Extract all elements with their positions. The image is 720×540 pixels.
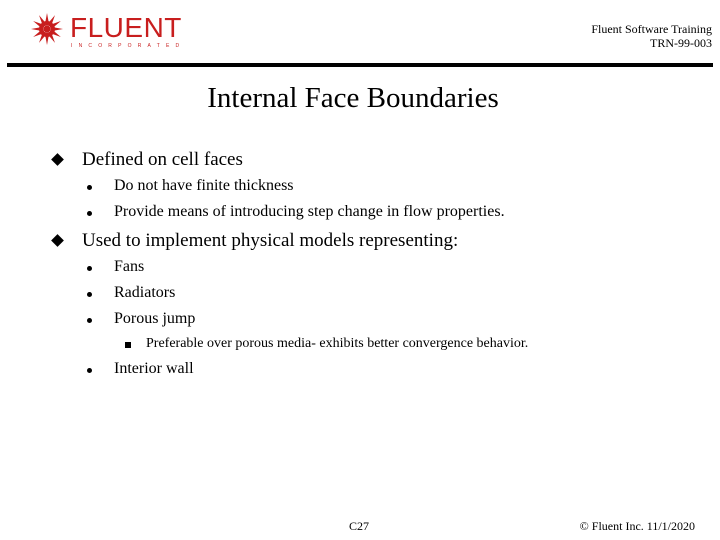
dot-bullet-icon: [87, 266, 92, 271]
page-number: C27: [349, 519, 370, 533]
dot-bullet-icon: [87, 368, 92, 373]
sub-bullet-item: Do not have finite thickness: [114, 177, 294, 194]
bullet-item: Used to implement physical models representing:: [82, 230, 459, 251]
square-bullet-icon: [125, 342, 131, 348]
slide-title: Internal Face Boundaries: [207, 82, 499, 114]
sub-sub-bullet-item: Preferable over porous media- exhibits better convergence behavior.: [146, 336, 529, 351]
diamond-bullet-icon: [51, 153, 64, 166]
diamond-bullet-icon: [51, 234, 64, 247]
sub-bullet-item: Interior wall: [114, 360, 194, 377]
dot-bullet-icon: [87, 185, 92, 190]
logo-wordmark: FLUENT: [70, 12, 182, 43]
course-code: TRN-99-003: [650, 36, 712, 50]
copyright: © Fluent Inc. 11/1/2020: [579, 519, 695, 533]
sub-bullet-item: Provide means of introducing step change in flow properties.: [114, 203, 505, 220]
sub-bullet-item: Radiators: [114, 284, 176, 301]
fluent-logo: [30, 10, 200, 50]
header-info: [591, 22, 712, 50]
bullet-item: Defined on cell faces: [82, 149, 243, 170]
sub-bullet-item: Porous jump: [114, 310, 196, 327]
logo-subtitle: INCORPORATED: [71, 43, 186, 49]
training-label: Fluent Software Training: [591, 22, 712, 36]
dot-bullet-icon: [87, 318, 92, 323]
sub-bullet-item: Fans: [114, 258, 145, 275]
dot-bullet-icon: [87, 292, 92, 297]
header-rule: [7, 63, 713, 67]
starburst-logo-icon: [30, 12, 64, 46]
dot-bullet-icon: [87, 211, 92, 216]
